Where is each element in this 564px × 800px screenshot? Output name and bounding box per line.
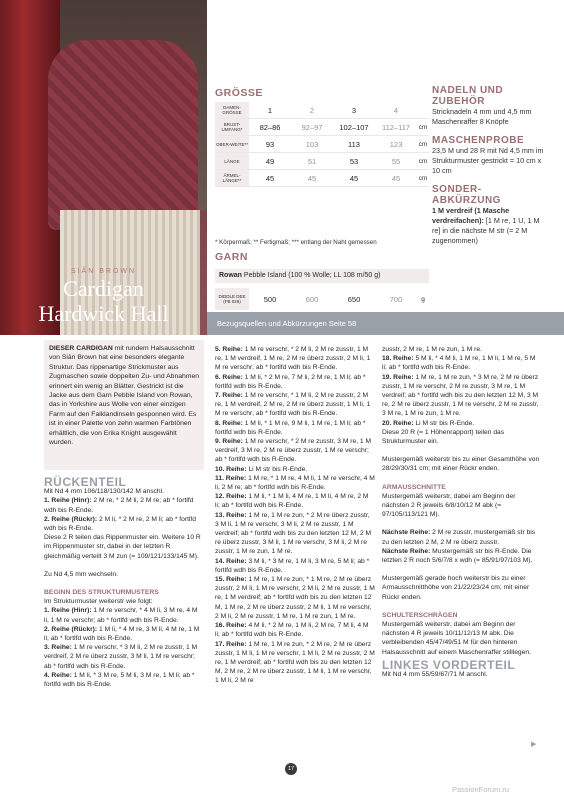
row-label: 9. Reihe: — [215, 438, 243, 446]
abbreviation-text — [432, 206, 544, 246]
yarn-unit: g — [421, 295, 425, 303]
size-unit: cm — [418, 174, 428, 182]
size-row-label: LÄNGE — [215, 153, 249, 169]
size-row-label: DAMEN-GRÖSSE — [215, 102, 249, 118]
row-label: 11. Reihe: — [215, 474, 247, 482]
size-cell: 45 — [349, 173, 359, 183]
row-text: Li M str bis R-Ende. — [413, 419, 475, 427]
row-label: 3. Reihe: — [44, 644, 72, 652]
size-cell: 1 — [267, 105, 273, 115]
hero-photo — [0, 0, 207, 335]
intro-text: mit rundem Halsausschnitt von Siân Brown hat eine besonders elegante Struktur. Das rippenartige Strickmuster aus Zugmaschen sowie doppelten Zu- und Abnahmen erinnert ein wenig an Blätter. Gestrickt ist die Jacke aus dem Garn Pebble Island von Rowan, das in Yorkshire aus Wolle von einer einzigen Farm auf den Falklandinseln gesponnen wird. Es ist in einer Palette von zehn warmen Farbtönen erhältlich, die von Erika Knight ausgewählt wurden. — [49, 345, 200, 447]
size-cell: 112–117 — [381, 122, 411, 132]
needles-text: Stricknadeln 4 mm und 4,5 mm Maschenraffer 8 Knöpfe — [432, 107, 532, 126]
row-instruction — [215, 465, 375, 474]
paragraph: Mit Nd 4 mm 106/118/130/142 M anschl. — [44, 488, 164, 496]
row-instruction — [215, 391, 375, 419]
title-block — [0, 218, 207, 335]
row-instruction — [215, 373, 375, 391]
paragraph: zusstr, 2 M re, 1 M re zun, 1 M re. — [382, 346, 482, 353]
row-text: 2 M re, * 2 M li, 2 M re; ab * fortlfd wdh bis R-Ende. — [44, 497, 194, 514]
pattern-title-line1: Cardigan — [63, 276, 144, 301]
row-label: 19. Reihe: — [382, 373, 414, 381]
abbreviation-definition: [1 M re, 1 U, 1 M re] in die nächste M str (= 2 M zugenommen) — [432, 216, 540, 245]
size-cell: 123 — [389, 139, 403, 149]
paragraph: Im Strukturmuster weiterstr wie folgt: — [44, 598, 153, 606]
size-cell: 53 — [349, 156, 359, 166]
abbreviation-heading-2: ABKÜRZUNG — [432, 195, 501, 206]
row-instruction — [215, 345, 375, 373]
row-instruction — [382, 354, 542, 372]
row-text: Li M str bis R-Ende. — [246, 465, 308, 473]
row-instruction — [215, 575, 375, 621]
row-text: 1 M re, 1 M re zun, * 1 M re, 2 M re überz zusstr, 2 M li, 1 M re verschr, 2 M li, 2 M re zusstr, 1 M re, 1 M verdreif; ab * fortlfd wdh bis zu den letzten 12 M, 1 M re, 2 M re überz zusstr, 2 M li, 1 M re verschr, 2 M li, 2 M re zusstr, 1 M re, 1 M re zun, 1 M re. — [215, 576, 375, 620]
spec-panel — [207, 85, 432, 335]
subsection-heading: ARMAUSSCHNITTE — [382, 483, 446, 491]
row-text: 1 M li, * 4 M re, 3 M li, 4 M re, 1 M li; ab * fortlfd wdh bis R-Ende. — [44, 625, 200, 643]
row-text: 4 M li, * 2 M re, 1 M li, 2 M re, 7 M li, 4 M li; ab * fortlfd wdh bis R-Ende. — [215, 622, 369, 639]
section-heading-back: RÜCKENTEIL — [44, 475, 127, 489]
row-instruction — [44, 643, 204, 671]
row-text: 1 M re, 1 M re zun, * 2 M re, 2 M re überz zusstr, 1 M li, 1 M re verschr, 1 M li, 2 M re zusstr, 2 M re, 1 M verdreif; ab * fortlfd wdh bis zu den letzten 12 M, 2 M re, 2 M re überz zusstr, 1 M li, 1 M re verschr, 1 M li, 2 M re — [215, 640, 375, 685]
row-label: Nächste Reihe: — [382, 529, 431, 537]
row-label: Nächste Reihe: — [382, 547, 431, 555]
column-3 — [382, 345, 542, 679]
row-label: 12. Reihe: — [215, 493, 247, 501]
size-cell: 82–86 — [259, 122, 281, 132]
size-row-label: BRUST-UMFANG* — [215, 119, 249, 135]
size-cell: 4 — [393, 105, 399, 115]
continue-arrow-icon: ▶ — [531, 741, 537, 748]
row-instruction — [215, 437, 375, 465]
size-cell: 49 — [265, 156, 275, 166]
row-text: 2 M re zusstr, mustergemäß str bis zu den letzten 2 M, 2 M re überz zusstr. — [382, 529, 536, 546]
page-number: 17 — [285, 763, 297, 775]
row-label: 14. Reihe: — [215, 557, 247, 565]
size-row — [215, 153, 429, 170]
row-label: 17. Reihe: — [215, 640, 247, 648]
reference-band: Bezugsquellen und Abkürzungen Seite 58 — [207, 312, 564, 335]
paragraph: Diese 2 R teilen das Rippenmuster ein. Weitere 10 R im Rippenmuster str, dabei in der letzten R gleichmäßig verteilt 3 M zun (= 109/121/133/145 M). — [44, 534, 201, 560]
row-label: 15. Reihe: — [215, 576, 247, 584]
row-text: 1 M li, * 3 M re, 5 M li, 3 M re, 1 M li; ab * fortlfd wdh bis R-Ende. — [44, 671, 195, 689]
yarn-cell: 500 — [263, 294, 277, 304]
needles-heading-2: ZUBEHÖR — [432, 96, 485, 107]
paragraph: Mustergemäß gerade hoch weiterstr bis zu einer Armausschnitthöhe von 21/22/23/24 cm; mit einer Rückr enden. — [382, 575, 530, 601]
pattern-title-line2: Hardwick Hall — [38, 301, 169, 326]
photo-cardigan — [48, 40, 198, 230]
row-instruction — [215, 557, 375, 575]
size-row — [215, 170, 429, 187]
abbreviation-term: 1 M verdreif (1 Masche verdreifachen): — [432, 206, 510, 225]
yarn-description — [215, 269, 429, 283]
row-instruction — [215, 621, 375, 639]
yarn-detail: Pebble Island (100 % Wolle; LL 108 m/50 g) — [241, 272, 381, 279]
designer-name: SIÂN BROWN — [70, 268, 137, 275]
row-label: 7. Reihe: — [215, 392, 243, 400]
size-cell: 103 — [305, 139, 319, 149]
paragraph: Mustergemäß weiterstr, dabei am Beginn der nächsten 4 R jeweils 10/11/12/13 M abk. Die verbleibenden 45/47/49/51 M für den hinteren Halsausschnitt auf einem Maschenraffer stilllegen. — [382, 621, 531, 656]
row-instruction — [44, 671, 204, 689]
row-label: 13. Reihe: — [215, 511, 247, 519]
row-instruction — [215, 511, 375, 557]
size-cell: 92–97 — [301, 122, 323, 132]
size-cell: 93 — [265, 139, 275, 149]
row-text: 2 M li, * 2 M re, 2 M li; ab * fortlfd wdh bis R-Ende. — [44, 515, 197, 533]
row-instruction — [382, 419, 542, 428]
size-unit: cm — [418, 123, 428, 131]
size-cell: 102–107 — [339, 122, 369, 132]
section-heading-left-front: LINKES VORDERTEIL — [382, 657, 516, 672]
row-instruction — [215, 492, 375, 510]
row-label: 2. Reihe (Rückr): — [44, 515, 98, 523]
row-label: 10. Reihe: — [215, 465, 247, 473]
row-label: 6. Reihe: — [215, 373, 243, 381]
size-unit: cm — [418, 157, 428, 165]
size-row-label: OBER-WEITE** — [215, 136, 249, 152]
paragraph: Mustergemäß weiterstr, dabei am Beginn der nächsten 2 R jeweils 6/8/10/12 M abk (= 97/105/113/121 M). — [382, 492, 516, 519]
yarn-cell: 650 — [347, 294, 361, 304]
row-text: 5 M li, * 4 M li, 1 M re, 1 M li, 1 M re, 5 M li; ab * fortlfd wdh bis R-Ende. — [382, 355, 536, 372]
row-instruction — [382, 528, 542, 546]
paragraph: Mit Nd 4 mm 55/59/67/71 M anschl. — [382, 671, 488, 679]
row-label: 20. Reihe: — [382, 419, 414, 427]
size-cell: 55 — [391, 156, 401, 166]
size-cell: 45 — [307, 173, 317, 183]
abbreviation-heading: SONDER- — [432, 184, 482, 195]
subsection-heading: SCHULTERSCHRÄGEN — [382, 611, 458, 619]
row-text: 3 M li, * 3 M re, 1 M li, 3 M re, 5 M li; ab * fortlfd wdh bis R-Ende. — [215, 557, 370, 574]
row-label: 8. Reihe: — [215, 419, 243, 427]
row-label: 1. Reihe (Hinr): — [44, 497, 92, 505]
row-instruction — [44, 625, 204, 643]
size-cell: 45 — [391, 173, 401, 183]
yarn-brand: Rowan — [219, 272, 242, 279]
row-label: 2. Reihe (Rückr): — [44, 625, 98, 633]
row-label: 18. Reihe: — [382, 355, 414, 363]
intro-lead: DIESER CARDIGAN — [49, 345, 113, 352]
gauge-heading: MASCHENPROBE — [432, 135, 525, 146]
row-instruction — [382, 373, 542, 419]
size-row — [215, 102, 429, 119]
row-text: 1 M re, 1 M re zun, * 2 M re überz zusstr, 3 M li, 1 M re verschr, 3 M li, 2 M re zusstr, 1 M verdreif; ab * fortlfd wdh bis zu den letzten 12 M, 2 M re überz zusstr, 3 M li, 1 M re verschr, 3 M li, 2 M re zusstr, 1 M re zun, 1 M re. — [215, 511, 372, 556]
size-row — [215, 119, 429, 136]
yarn-heading: GARN — [215, 251, 248, 263]
intro-box — [44, 340, 204, 470]
yarn-cell: 600 — [305, 294, 319, 304]
size-row-label: ÄRMEL-LÄNGE** — [215, 170, 249, 186]
row-label: 1. Reihe (Hinr): — [44, 607, 92, 615]
size-footnote: * Körpermaß; ** Fertigmaß; *** entlang der Naht gemessen — [215, 239, 377, 246]
sizes-heading: GRÖSSE — [215, 87, 263, 99]
paragraph: Mustergemäß weiterstr bis zu einer Gesamthöhe von 28/29/30/31 cm; mit einer Rückr enden. — [382, 456, 540, 473]
row-instruction — [44, 496, 204, 514]
row-instruction — [44, 515, 204, 533]
row-text: 1 M re, * 1 M re, 4 M li, 1 M re verschr, 4 M li, 2 M re; ab * fortlfd wdh bis R-Ende. — [215, 474, 375, 492]
column-1 — [44, 475, 204, 689]
size-cell: 3 — [351, 105, 357, 115]
row-label: 5. Reihe: — [215, 346, 243, 353]
size-unit: cm — [418, 140, 428, 148]
paragraph: Zu Nd 4,5 mm wechseln. — [44, 570, 118, 578]
yarn-cell: 700 — [389, 294, 403, 304]
size-cell: 45 — [265, 173, 275, 183]
row-text: 1 M re, 1 M re zun, * 3 M re, 2 M re überz zusstr, 1 M re verschr, 2 M re zusstr, 3 M re, 1 M verdreif; ab * fortlfd wdh bis zu den letzten 12 M, 3 M re, 2 M re überz zusstr, 1 M re verschr, 2 M re zusstr, 3 M re, 1 M re zun, 1 M re. — [382, 373, 539, 418]
row-text: 1 M li, * 1 M li, 4 M re, 1 M li, 4 M re, 2 M li; ab * fortlfd wdh bis R-Ende. — [215, 493, 369, 510]
watermark-url: PassionForum.ru — [452, 785, 510, 794]
row-text: 1 M li, * 1 M re, 9 M li, 1 M re, 1 M li; ab * fortlfd wdh bis R-Ende. — [215, 419, 366, 436]
row-instruction — [215, 640, 375, 686]
size-table — [215, 102, 429, 187]
needles-heading: NADELN UND — [432, 85, 504, 96]
row-text: Mustergemäß str bis R-Ende. Die letzten 2 R noch 5/6/7/8 x wdh (= 85/91/97/103 M). — [382, 547, 533, 565]
row-instruction — [44, 606, 204, 624]
row-text: 1 M re verschr, * 2 M re zusstr, 3 M re, 1 M verdreif, 3 M re, 2 M re überz zusstr, 1 M re verschr; ab * fortlfd wdh bis R-Ende. — [215, 438, 372, 464]
paragraph: Diese 20 R (= 1 Höhenrapport) teilen das Strukturmuster ein. — [382, 428, 505, 446]
subsection-heading: BEGINN DES STRUKTURMUSTERS — [44, 589, 159, 597]
row-label: 4. Reihe: — [44, 671, 72, 679]
gauge-text: 23,5 M und 28 R mit Nd 4,5 mm im Strukturmuster gestrickt = 10 cm x 10 cm — [432, 146, 544, 175]
size-cell: 51 — [307, 156, 317, 166]
size-row — [215, 136, 429, 153]
row-label: 16. Reihe: — [215, 622, 247, 630]
size-cell: 2 — [309, 105, 315, 115]
row-text: 1 M re verschr, * 4 M li, 3 M re, 4 M li, 1 M re verschr; ab * fortlfd wdh bis R-Ende. — [44, 607, 198, 624]
column-2 — [215, 345, 375, 686]
yarn-row-label: DIDDLE DEE (FB 026) — [215, 288, 249, 310]
row-instruction — [382, 547, 542, 565]
size-cell: 113 — [348, 139, 360, 149]
row-text: 1 M li, * 2 M re, 7 M li, 2 M re, 1 M li; ab * fortlfd wdh bis R-Ende. — [215, 373, 366, 390]
yarn-row — [215, 288, 429, 310]
row-text: 1 M re verschr, * 3 M li, 2 M re zusstr, 1 M verdreif, 2 M re überz zusstr, 3 M li, 1 M re verschr; ab * fortlfd wdh bis R-Ende. — [44, 644, 198, 670]
row-instruction — [215, 419, 375, 437]
row-instruction — [215, 474, 375, 492]
row-text: 1 M re verschr, * 2 M li, 2 M re zusstr, 1 M re, 1 M verdreif, 1 M re, 2 M re überz zusstr, 2 M li, 1 M re verschr; ab * fortlfd wdh bis R-Ende. — [215, 346, 371, 372]
row-text: 1 M re verschr, * 1 M li, 2 M re zusstr, 2 M re, 1 M verdreif, 2 M re, 2 M re überz zusstr, 1 M li, 1 M re verschr; ab * fortlfd wdh bis R-Ende. — [215, 392, 371, 418]
materials-sidebar — [432, 85, 564, 246]
